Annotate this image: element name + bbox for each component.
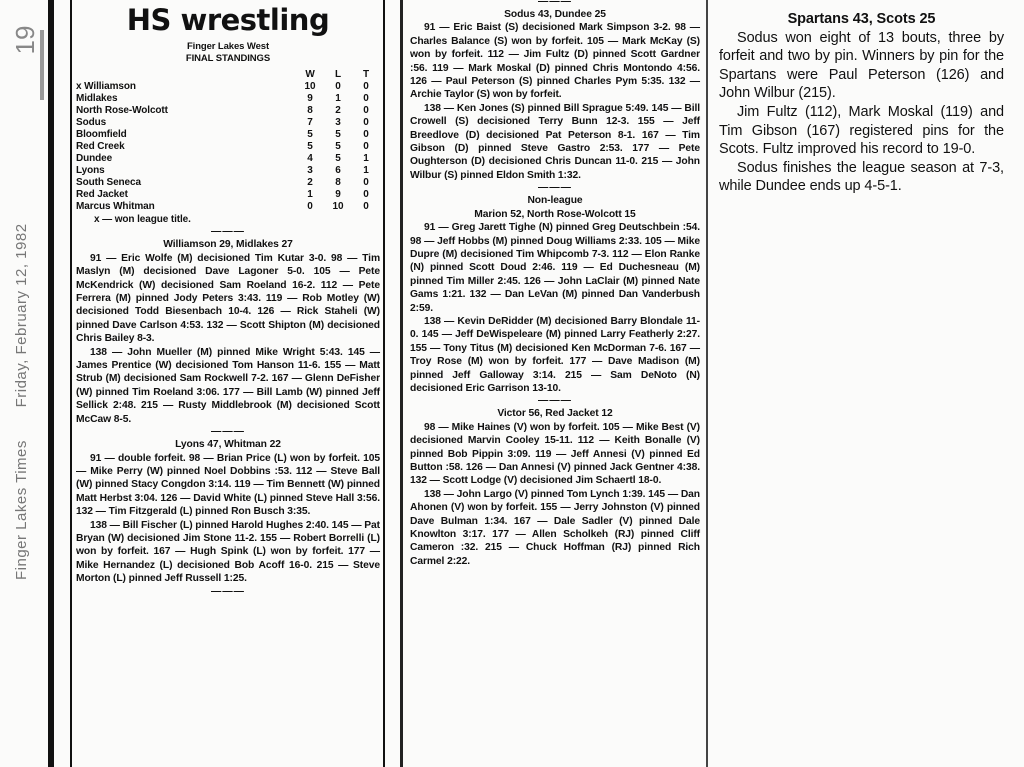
- margin-dateline: [13, 223, 30, 580]
- ties: 0: [363, 81, 369, 92]
- wins: 0: [307, 201, 313, 212]
- standings-row: [76, 129, 380, 141]
- standings-table: [76, 69, 380, 213]
- standings-row: [76, 81, 380, 93]
- column-1: [76, 0, 380, 598]
- match-results: 138 — John Largo (V) pinned Tom Lynch 1:39. 145 — Dan Ahonen (V) won by forfeit. 155 — Jerry Johnston (V) pinned Dave Bulman 1:34. 167 — Dale Sadler (V) pinned Dale Knowlton 3:17. 177 — Allen Scholkeh (RJ) pinned Cliff Cameron :32. 215 — Chuck Hoffman (RJ) pinned Rich Carmel 2:22.: [410, 488, 700, 567]
- match-results: 98 — Mike Haines (V) won by forfeit. 105 — Mike Best (V) decisioned Marvin Cooley 15-11. 112 — Keith Bonalle (V) pinned Bob Pippin 3:09. 119 — Jeff Annesi (V) pinned Ed Button :58. 126 — Dan Annesi (V) pinned Jack Gentner 4:38. 132 — Scott Lodge (V) decisioned Jim Schaertl 18-0.: [410, 421, 700, 487]
- column-3: [719, 10, 1004, 196]
- wins: 5: [307, 141, 313, 152]
- match-results: 138 — Ken Jones (S) pinned Bill Sprague 5:49. 145 — Bill Crowell (S) decisioned Terry Bunn 12-3. 155 — Jeff Breedlove (D) decisioned Pat Peterson 8-1. 167 — Tim Gibson (D) pinned Steve Gastro 2:53. 177 — Pete Oughterson (D) decisioned Chris Duncan 11-0. 215 — John Wilbur (S) pinned Eldon Smith 1:32.: [410, 102, 700, 181]
- ties: 0: [363, 117, 369, 128]
- margin-rule-accent: [40, 30, 44, 100]
- wins: 10: [304, 81, 316, 92]
- losses: 10: [332, 201, 344, 212]
- match-results: 138 — Bill Fischer (L) pinned Harold Hughes 2:40. 145 — Pat Bryan (W) decisioned Jim Stone 11-2. 155 — Robert Borrelli (L) won by forfeit. 167 — Hugh Spink (L) won by forfeit. 177 — Mike Hernandez (L) decisioned Bob Acoff 16-0. 215 — Steve Morton (L) pinned Jeff Russell 1:25.: [76, 519, 380, 585]
- losses: 5: [335, 141, 341, 152]
- match-results: 91 — double forfeit. 98 — Brian Price (L) won by forfeit. 105 — Mike Perry (W) pinned Noel Dobbins :53. 112 — Steve Ball (W) pinned Stacy Congdon 3:14. 119 — Tim Bennett (W) pinned Matt Herbst 3:04. 126 — David White (L) pinned Steve Hall 3:56. 132 — Tim Fitzgerald (L) pinned Ron Busch 3:35.: [76, 452, 380, 518]
- standings-row: [76, 177, 380, 189]
- team-name: Lyons: [76, 165, 105, 176]
- wins: 9: [307, 93, 313, 104]
- ties: 0: [363, 189, 369, 200]
- column-2: [410, 0, 700, 568]
- losses: 9: [335, 189, 341, 200]
- ties: 1: [363, 153, 369, 164]
- story-headline: Spartans 43, Scots 25: [787, 11, 936, 27]
- team-name: Red Jacket: [76, 189, 128, 200]
- match-heading: Lyons 47, Whitman 22: [175, 439, 281, 451]
- publication-date: Friday, February 12, 1982: [13, 223, 30, 408]
- match-results: 91 — Eric Wolfe (M) decisioned Tim Kutar 3-0. 98 — Tim Maslyn (M) decisioned Dave Lagoner 5-0. 105 — Pete McKendrick (W) decisioned Sam Roeland 16-2. 112 — Pete Ferrera (M) pinned Jody Peters 3:43. 119 — Rob Motley (W) decisioned Todd Biesenbach 10-4. 126 — Rick Staheli (W) pinned Dave Carlson 4:53. 132 — Scott Shipton (M) decisioned Chris Bailey 8-3.: [76, 252, 380, 345]
- losses: 5: [335, 129, 341, 140]
- ties: 1: [363, 165, 369, 176]
- standings-header-row: [76, 69, 380, 81]
- team-name: Red Creek: [76, 141, 125, 152]
- column-2-left-rule: [400, 0, 403, 767]
- match-heading: Sodus 43, Dundee 25: [504, 9, 606, 20]
- standings-row: [76, 117, 380, 129]
- losses: 6: [335, 165, 341, 176]
- standings-row: [76, 141, 380, 153]
- standings-row: [76, 93, 380, 105]
- section-title: HS wrestling: [126, 3, 330, 37]
- nonleague-label: Non-league: [527, 195, 583, 207]
- standings-row: [76, 201, 380, 213]
- standings-row: [76, 165, 380, 177]
- standings-row: [76, 105, 380, 117]
- match-results: 91 — Greg Jarett Tighe (N) pinned Greg Deutschbein :54. 98 — Jeff Hobbs (M) pinned Doug Williams 2:33. 105 — Mike Dupre (M) decisioned Tim Whipcomb 7-3. 112 — Elon Ranke (N) pinned Scott Doud 2:46. 119 — Ed Duchesneau (M) pinned Tim Miller 2:45. 126 — John LaClair (M) pinned Nate Gams 1:21. 132 — Dan LeVan (M) pinned Dan Vanderbush 2:59.: [410, 222, 700, 314]
- team-name: Bloomfield: [76, 129, 127, 140]
- margin-rule: [48, 0, 54, 767]
- header-losses: L: [334, 69, 341, 80]
- team-name: x Williamson: [76, 81, 136, 92]
- match-heading: Victor 56, Red Jacket 12: [497, 408, 613, 420]
- wins: 1: [307, 189, 313, 200]
- match-heading: Marion 52, North Rose-Wolcott 15: [474, 208, 636, 220]
- losses: 3: [335, 117, 341, 128]
- wins: 8: [307, 105, 313, 116]
- wins: 5: [307, 129, 313, 140]
- separator: ———: [211, 226, 245, 238]
- losses: 1: [335, 93, 341, 104]
- story-paragraph: Sodus won eight of 13 bouts, three by forfeit and two by pin. Winners by pin for the Spartans were Paul Peterson (126) and John Wilbur (215).: [719, 29, 1004, 102]
- losses: 2: [335, 105, 341, 116]
- separator: ———: [211, 426, 245, 438]
- standings-row: [76, 189, 380, 201]
- page-number: 19: [9, 25, 40, 55]
- standings-label: FINAL STANDINGS: [185, 53, 271, 64]
- separator: ———: [538, 395, 572, 407]
- losses: 8: [335, 177, 341, 188]
- page-margin: [0, 0, 46, 767]
- ties: 0: [363, 93, 369, 104]
- header-ties: T: [362, 69, 369, 80]
- match-results: 138 — Kevin DeRidder (M) decisioned Barry Blondale 11-0. 145 — Jeff DeWispeleare (M) pinned Larry Featherly 2:27. 155 — Tony Titus (M) decisioned Ken McDorman 7-6. 167 — Troy Rose (M) won by forfeit. 177 — Dave Madison (M) pinned Jeff Galloway 3:14. 215 — Sam DeNoto (N) decisioned Eric Garrison 13-10.: [410, 315, 700, 394]
- wins: 2: [307, 177, 313, 188]
- standings-footnote: x — won league title.: [94, 214, 191, 225]
- ties: 0: [363, 201, 369, 212]
- team-name: North Rose-Wolcott: [76, 105, 168, 116]
- separator: ———: [538, 0, 572, 7]
- ties: 0: [363, 177, 369, 188]
- team-name: Sodus: [76, 117, 107, 128]
- ties: 0: [363, 105, 369, 116]
- match-heading: Williamson 29, Midlakes 27: [163, 239, 293, 251]
- team-name: Dundee: [76, 153, 113, 164]
- team-name: South Seneca: [76, 177, 141, 188]
- match-results: 138 — John Mueller (M) pinned Mike Wright 5:43. 145 — James Prentice (W) decisioned Tom Hanson 11-6. 155 — Matt Strub (M) decisioned Sam Rockwell 7-2. 167 — Glenn DeFisher (W) pinned Tim Roeland 3:06. 177 — Bill Lamb (W) pinned Jeff Sellick 2:48. 215 — Rusty Middlebrook (M) decisioned Scott McCaw 8-5.: [76, 346, 380, 425]
- league-name: Finger Lakes West: [186, 41, 270, 52]
- team-name: Midlakes: [76, 93, 118, 104]
- publication-name: Finger Lakes Times: [13, 440, 30, 580]
- team-name: Marcus Whitman: [76, 201, 155, 212]
- standings-row: [76, 153, 380, 165]
- column-2-right-rule: [706, 0, 708, 767]
- wins: 4: [307, 153, 313, 164]
- wins: 3: [307, 165, 313, 176]
- losses: 0: [335, 81, 341, 92]
- story-paragraph: Sodus finishes the league season at 7-3, while Dundee ends up 4-5-1.: [719, 159, 1004, 195]
- separator: ———: [211, 585, 245, 597]
- losses: 5: [335, 153, 341, 164]
- match-results: 91 — Eric Baist (S) decisioned Mark Simpson 3-2. 98 — Charles Balance (S) won by forfeit. 105 — Mark McKay (S) won by forfeit. 112 — Jim Fultz (D) pinned Scott Gardner :56. 119 — Mark Moskal (D) pinned Chris Montondo 4:56. 126 — Paul Peterson (S) pinned Charles Pym 5:35. 132 — Archie Taylor (S) won by forfeit.: [410, 22, 700, 101]
- story-paragraph: Jim Fultz (112), Mark Moskal (119) and Tim Gibson (167) registered pins for the Scots. Fultz improved his record to 19-0.: [719, 103, 1004, 158]
- ties: 0: [363, 141, 369, 152]
- header-wins: W: [305, 69, 315, 80]
- wins: 7: [307, 117, 313, 128]
- separator: ———: [538, 182, 572, 194]
- ties: 0: [363, 129, 369, 140]
